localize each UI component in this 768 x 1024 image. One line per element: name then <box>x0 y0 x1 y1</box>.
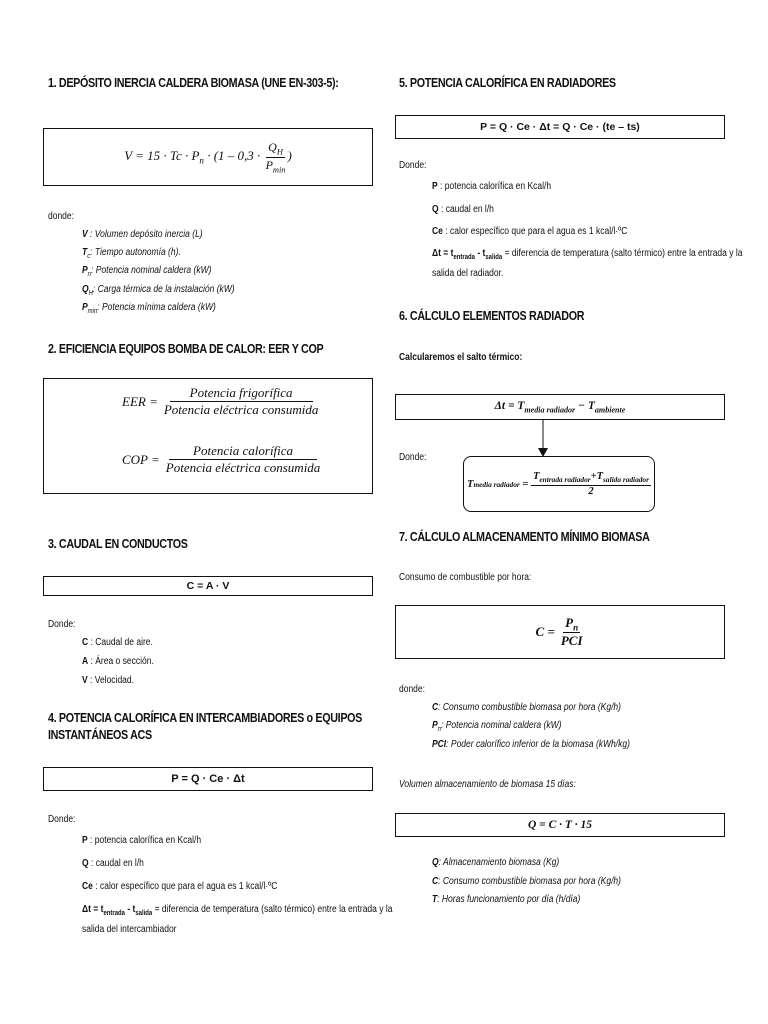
s7-vol: Volumen almacenamiento de biomasa 15 días: <box>399 779 576 790</box>
eer-formula <box>122 385 320 418</box>
def-5-q: Q : caudal en l/h <box>432 204 494 215</box>
def-7-pn: $P_n$: Potencia nominal caldera (kW) <box>432 720 562 733</box>
def-5-dt: $\Delta t = t_{entrada} - t_{salida}$ = diferencia de temperatura (salto térmico) entre la entrada y la <box>432 248 743 261</box>
donde-7: donde: <box>399 684 426 695</box>
def-3-a: A : Área o sección. <box>82 656 154 667</box>
s6-intro: Calcularemos el salto térmico: <box>399 352 523 363</box>
formula-7b: Q = C · T · 15 <box>527 819 593 831</box>
def-7b-c: C: Consumo combustible biomasa por hora (Kg/h) <box>432 876 621 887</box>
section-1-title: 1. DEPÓSITO INERCIA CALDERA BIOMASA (UNE EN-303-5): <box>48 76 339 90</box>
section-7-title: 7. CÁLCULO ALMACENAMENTO MÍNIMO BIOMASA <box>399 530 650 544</box>
def-3-c: C : Caudal de aire. <box>82 637 153 648</box>
section-2-title: 2. EFICIENCIA EQUIPOS BOMBA DE CALOR: EER Y COP <box>48 342 324 356</box>
donde-4: Donde: <box>48 814 76 825</box>
def-7-pci: PCI: Poder calorífico inferior de la biomasa (kWh/kg) <box>432 739 630 750</box>
def-4-dt-cont: salida del intercambiador <box>82 924 177 935</box>
def-7b-q: Q: Almacenamiento biomasa (Kg) <box>432 857 560 868</box>
formula-box-2 <box>43 378 373 494</box>
formula-box-6 <box>395 394 725 420</box>
def-5-ce: Ce : calor específico que para el agua es 1 kcal/l·ºC <box>432 226 628 237</box>
arrow-down-icon <box>536 420 550 458</box>
donde-3: Donde: <box>48 619 76 630</box>
formula-box-4 <box>43 767 373 791</box>
formula-1-num: Q <box>268 140 277 155</box>
cop-den: Potencia eléctrica consumida <box>165 460 321 475</box>
donde-1: donde: <box>48 211 75 222</box>
section-6-title: 6. CÁLCULO ELEMENTOS RADIADOR <box>399 309 585 323</box>
cop-num: Potencia calorífica <box>169 443 317 460</box>
def-5-dt-cont: salida del radiador. <box>432 268 504 279</box>
eer-label: EER = <box>122 393 158 409</box>
formula-3: C = A · V <box>186 580 230 592</box>
section-3-title: 3. CAUDAL EN CONDUCTOS <box>48 537 188 551</box>
section-4-title-line1: 4. POTENCIA CALORÍFICA EN INTERCAMBIADORES o EQUIPOS <box>48 711 362 725</box>
def-4-p: P : potencia calorífica en Kcal/h <box>82 835 202 846</box>
formula-7: C = $\frac{P_n}{\text{PCI}}$ <box>535 614 583 649</box>
formula-6b: T media radiador = $\frac{T_{entrada radiador}+T_{salida radiador}}{2}$ <box>467 471 649 497</box>
eer-num: Potencia frigorífica <box>170 385 313 402</box>
def-1-v: V : Volumen depósito inercia (L) <box>82 229 203 240</box>
donde-6: Donde: <box>399 452 427 463</box>
formula-5: P = Q · Ce · Δt = Q · Ce · (te – ts) <box>480 121 640 133</box>
def-7-c: C: Consumo combustible biomasa por hora (Kg/h) <box>432 702 621 713</box>
donde-5: Donde: <box>399 160 427 171</box>
formula-1: $V = 15 \cdot Tc \cdot P_n \cdot (1 - 0,3$ · $\frac{Q_H}{P_{min}}$ ) <box>124 140 292 174</box>
cop-formula <box>122 443 322 476</box>
formula-box-1 <box>43 128 373 186</box>
def-5-p: P : potencia calorífica en Kcal/h <box>432 181 552 192</box>
formula-7-lhs: C = <box>535 624 555 639</box>
formula-box-7 <box>395 605 725 659</box>
section-5-title: 5. POTENCIA CALORÍFICA EN RADIADORES <box>399 76 616 90</box>
def-4-dt: $\Delta t = t_{entrada} - t_{salida}$ = diferencia de temperatura (salto térmico) entre la entrada y la <box>82 904 393 917</box>
s7-intro: Consumo de combustible por hora: <box>399 572 532 583</box>
cop-label: COP = <box>122 451 160 467</box>
formula-box-6b <box>463 456 655 512</box>
def-3-v: V : Velocidad. <box>82 675 134 686</box>
section-4-title-line2: INSTANTÁNEOS ACS <box>48 728 152 742</box>
def-1-pn: $P_n$: Potencia nominal caldera (kW) <box>82 265 212 278</box>
formula-6: $\Delta t = T_{media radiador} - T_{ambiente}$ <box>494 399 626 415</box>
def-4-ce: Ce : calor específico que para el agua es 1 kcal/l·ºC <box>82 881 278 892</box>
formula-box-5 <box>395 115 725 139</box>
def-1-qh: $Q_H$: Carga térmica de la instalación (kW) <box>82 284 235 297</box>
formula-4: P = Q · Ce · Δt <box>171 773 245 785</box>
formula-box-7b <box>395 813 725 837</box>
formula-1-den: P <box>265 157 273 172</box>
eer-den: Potencia eléctrica consumida <box>163 402 319 417</box>
formula-7-num: P <box>565 614 574 630</box>
formula-box-3 <box>43 576 373 596</box>
formula-7-den: PCI <box>560 633 583 649</box>
def-1-pmin: $P_{min}$: Potencia mínima caldera (kW) <box>82 302 216 315</box>
formula-1-mid: · (1 – 0,3 · <box>203 147 261 163</box>
def-7b-t: T: Horas funcionamiento por día (h/día) <box>432 894 581 905</box>
formula-1-lhs: V = 15 · Tc · P <box>124 147 200 163</box>
def-4-q: Q : caudal en l/h <box>82 858 144 869</box>
def-1-tc: $T_c$: Tiempo autonomía (h). <box>82 247 181 260</box>
